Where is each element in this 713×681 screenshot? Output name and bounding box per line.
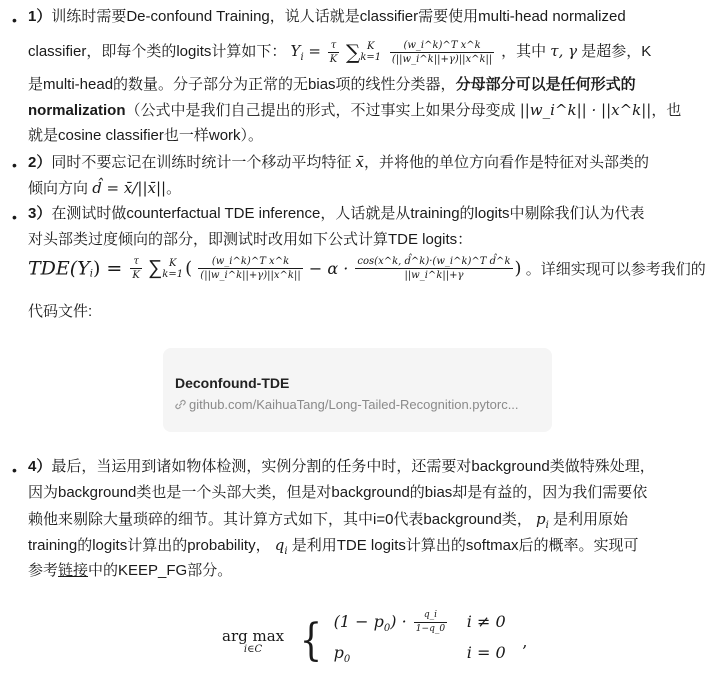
tde-sum-upper: K <box>168 257 177 269</box>
keep-fg-link[interactable]: 链接 <box>58 562 89 579</box>
case-1-b: ) · <box>390 612 412 631</box>
tde-fraction-2 <box>355 256 512 281</box>
logit-formula <box>290 39 502 65</box>
item3-line2 <box>28 227 701 253</box>
minus-alpha: − α · <box>308 259 354 278</box>
item1-line3-bold: 分母部分可以是任何形式的 <box>455 76 636 93</box>
item4-line1 <box>28 454 701 480</box>
tde-frac2-num: cos(x^k, d̂^k)·(w_i^k)^T d̂^k <box>357 256 511 267</box>
tde-sum-symbol: ∑ <box>148 257 163 279</box>
formula-y: Y <box>290 42 301 60</box>
tde-formula-line: $TDE(Y_i)$ = $\frac{\tau}{K}$ ∑ K k=1 ( $\frac{\text{(w\_i\textasciicircum{}k)\textasciicircum{}T x\textasciicircum{}k}}{(||w\_i\^{}k||+\gamma)||x\^{}k||}$ − α · $\frac{\text{cos(x\textasciicircum{}k, d̂\textasciicircum{}k)·(w\_i\textasciicircum{}k)\textasciicircum{}T d̂\textasciicircum{}k}}{||w\_i\^{}k||+\gamma}$ ) 。详细实现可以参考我们的 <box>28 256 706 281</box>
q-sub: i <box>284 546 288 557</box>
dhat-formula: d̂ = x̄/||x̄|| <box>92 179 167 197</box>
github-link-card[interactable] <box>163 348 552 432</box>
item1-line5 <box>28 123 701 149</box>
item1-line2-mid: ，其中 <box>501 43 547 60</box>
item4-line4-end: 是利用TDE logits计算出的softmax后的概率。实现可 <box>291 537 639 554</box>
case-row-2 <box>334 641 506 672</box>
argmax-under: i∈C <box>243 644 263 655</box>
case-1-frac-num: q_i <box>414 610 447 623</box>
item2-line1-text: 同时不要忘记在训练时统计一个移动平均特征 <box>51 154 352 171</box>
p-i <box>536 510 549 531</box>
item3-line1 <box>28 201 701 227</box>
sum-upper: K <box>366 41 375 52</box>
tde-frac2-den: ||w_i^k||+γ <box>404 270 464 281</box>
item3-line4 <box>28 299 701 325</box>
tau: τ <box>328 40 339 53</box>
item4-line4-text: training的logits计算出的probability， <box>28 537 271 554</box>
item2-line2-end: 。 <box>166 180 182 197</box>
tde-sum-lower: k=1 <box>162 268 184 280</box>
item1-line4-bold: normalization <box>28 102 126 119</box>
case-1-a: (1 − p <box>333 612 384 631</box>
item2-line2 <box>28 175 701 202</box>
tde-lhs-sub: i <box>89 268 93 280</box>
formula-y-sub: i <box>300 52 304 63</box>
tau-over-k <box>328 40 339 65</box>
item1-line1-text: 训练时需要De-confound Training，说人话就是classifier需要使用multi-head normalized <box>51 8 626 25</box>
item1-line4-text: （公式中是我们自己提出的形式，不过事实上如果分母变成 <box>125 102 516 119</box>
case-1-value <box>334 610 462 641</box>
sum-lower: k=1 <box>360 52 382 63</box>
item3-line1-text: 在测试时做counterfactual TDE inference，人话就是从training的logits中剔除我们认为代表 <box>51 205 645 222</box>
bullet-3: • <box>12 209 17 225</box>
item4-line3-end: 是利用原始 <box>553 511 629 528</box>
item4-line5-pre: 参考 <box>28 562 59 579</box>
item1-line5-text: 就是cosine classifier也一样work）。 <box>28 127 264 144</box>
item4-line2 <box>28 480 701 506</box>
trailing-comma: , <box>522 631 528 651</box>
tde-tau: τ <box>130 256 141 269</box>
formula-eq: = <box>303 42 326 60</box>
item4-number: 4） <box>28 458 52 475</box>
item1-line2-end: 是超参，K <box>581 43 652 60</box>
item1-number: 1） <box>28 8 52 25</box>
item1-line3 <box>28 72 701 98</box>
item4-line5-post: 中的KEEP_FG部分。 <box>88 562 233 579</box>
item2-line1-end: ，并将他的单位方向看作是特征对头部类的 <box>364 154 650 171</box>
tde-frac1-den: (||w_i^k||+γ)||x^k|| <box>200 270 301 281</box>
tde-frac1-num: (w_i^k)^T x^k <box>198 256 302 269</box>
logit-denominator: (||w_i^k||+γ)||x^k|| <box>391 53 493 65</box>
item4-line2-text: 因为background类也是一个头部大类，但是对background的bias却是有益的，因为我们需要依 <box>28 484 648 501</box>
case-row-1 <box>334 610 506 641</box>
bullet-2: • <box>12 157 17 173</box>
link-card-title: Deconfound-TDE <box>175 375 290 391</box>
item4-line1-text: 最后，当运用到诸如物体检测，实例分割的任务中时，还需要对background类做特殊处理， <box>51 458 655 475</box>
logit-fraction <box>390 40 494 65</box>
item1-line3-text: 是multi-head的数量。分子部分为正常的无bias项的线性分类器， <box>28 76 456 93</box>
case-2-condition: i = 0 <box>466 643 506 662</box>
argmax-label: arg max <box>222 627 285 645</box>
case-1-frac <box>414 610 447 635</box>
argmax-formula <box>222 610 528 666</box>
q-i <box>274 536 288 557</box>
tde-sum-limits <box>162 258 183 280</box>
item1-line2 <box>28 38 701 71</box>
item1-line4 <box>28 97 701 124</box>
argmax-operator <box>222 627 284 655</box>
q-symbol: q <box>274 536 285 554</box>
tau-gamma: τ, γ <box>550 42 578 60</box>
item3-line3-end: 。详细实现可以参考我们的 <box>525 261 706 278</box>
item2-line2-text: 倾向方向 <box>28 180 89 197</box>
tde-lhs: TDE(Y <box>28 257 90 280</box>
link-card-url <box>175 397 540 412</box>
item3-line4-text: 代码文件: <box>28 303 93 320</box>
logit-numerator: (w_i^k)^T x^k <box>390 40 494 53</box>
case-2-sub: 0 <box>343 654 351 665</box>
item1-line1 <box>28 4 701 30</box>
sum-limits <box>360 41 381 63</box>
item3-line2-text: 对头部类过度倾向的部分，即测试时改用如下公式计算TDE logits： <box>28 231 473 248</box>
p-sub: i <box>545 520 549 531</box>
item1-line2-text: classifier，即每个类的logits计算如下： <box>28 43 287 60</box>
argmax-cases <box>334 610 506 672</box>
tde-lhs-end: ) = <box>92 257 129 280</box>
norm-product: ||w_i^k|| · ||x^k|| <box>519 101 652 119</box>
tde-k: K <box>132 270 140 281</box>
case-1-condition: i ≠ 0 <box>466 612 506 631</box>
item2-number: 2） <box>28 154 52 171</box>
case-2-value <box>334 641 462 672</box>
item1-line4-end: ，也 <box>651 102 682 119</box>
bullet-1: • <box>12 12 17 28</box>
item4-line3-text: 赖他来剔除大量琐碎的细节。其计算方式如下，其中i=0代表background类， <box>28 511 532 528</box>
xbar: x̄ <box>355 153 364 171</box>
left-brace: { <box>299 615 323 666</box>
sum-symbol: ∑ <box>346 40 361 64</box>
link-icon <box>175 397 187 412</box>
item3-number: 3） <box>28 205 52 222</box>
p-symbol: p <box>536 510 546 528</box>
tde-fraction-1 <box>198 256 302 281</box>
case-2-p: p <box>333 643 344 662</box>
case-1-sub: 0 <box>383 623 391 634</box>
item4-line5 <box>28 558 701 584</box>
k-denominator: K <box>329 53 338 65</box>
item2-line1 <box>28 149 701 176</box>
bullet-4: • <box>12 462 17 478</box>
case-1-frac-den: 1−q_0 <box>415 624 446 634</box>
tde-tau-over-k <box>130 256 141 281</box>
link-card-url-text: github.com/KaihuaTang/Long-Tailed-Recognition.pytorc... <box>189 397 519 412</box>
